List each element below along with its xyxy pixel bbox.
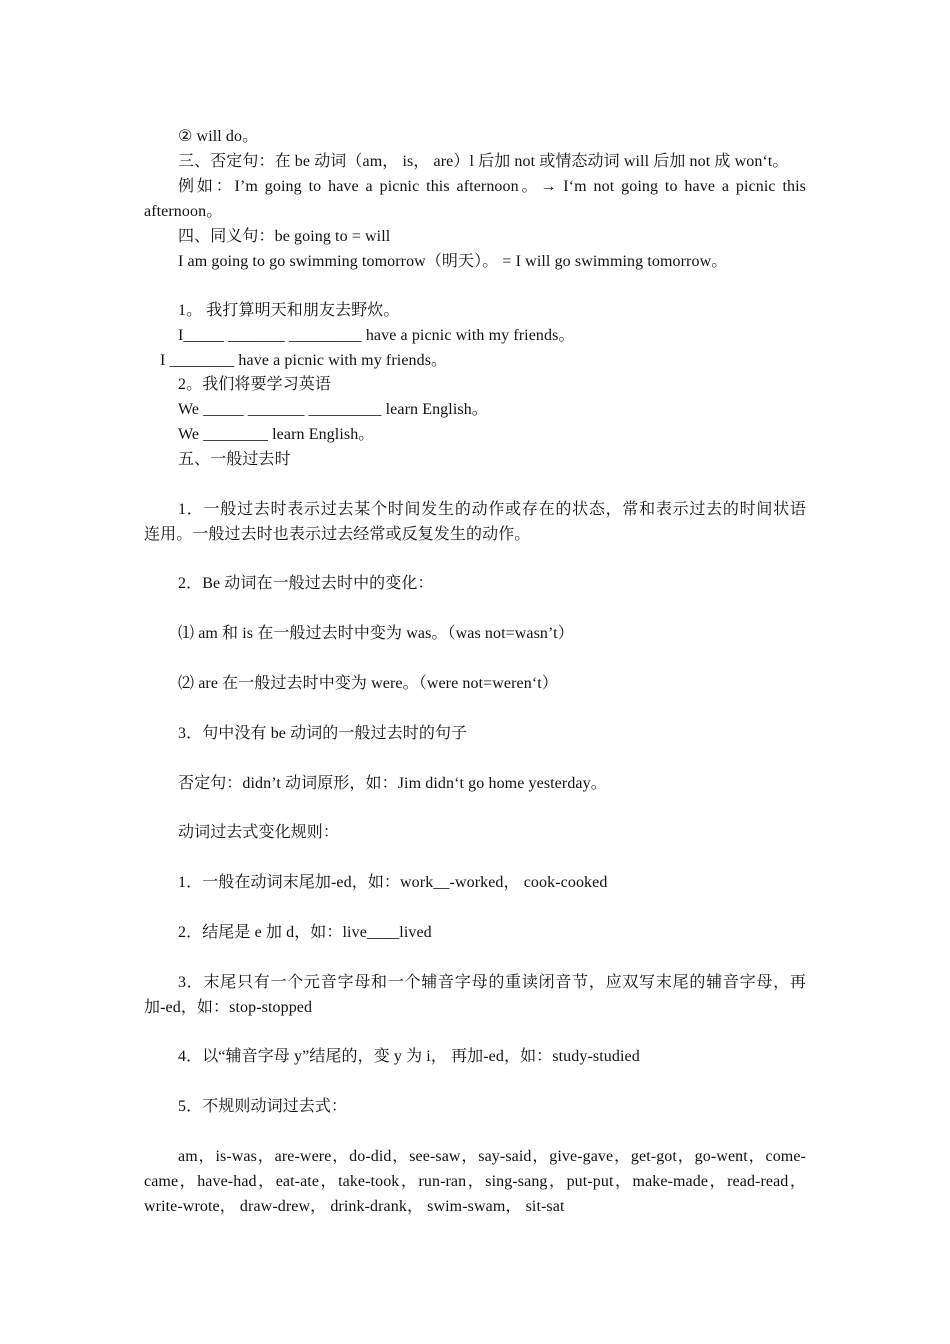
text-line: 1．一般在动词末尾加-ed，如：work__-worked， cook-cooked <box>178 874 608 891</box>
negative-sentence-heading: 三、否定句：在 be 动词（am， is， are）l 后加 not 或情态动词 will 后加 not 成 won‘t。 <box>178 153 789 170</box>
example-line: 例如：I’m going to have a picnic this afternoon。→ I‘m not going to have a picnic this <box>178 178 806 195</box>
text-line: 加-ed，如：stop-stopped <box>144 999 313 1016</box>
exercise-blank-line: I ________ have a picnic with my friends。 <box>160 352 448 369</box>
text-line: ⑴ am 和 is 在一般过去时中变为 was。（was not=wasn’t） <box>178 625 574 642</box>
text-line: 1．一般过去时表示过去某个时间发生的动作或存在的状态，常和表示过去的时间状语 <box>178 501 806 518</box>
text-line: I am going to go swimming tomorrow（明天）。 = I will go swimming tomorrow。 <box>178 253 728 270</box>
text-line: 3．末尾只有一个元音字母和一个辅音字母的重读闭音节，应双写末尾的辅音字母，再 <box>178 974 806 991</box>
text-line: 2．Be 动词在一般过去时中的变化： <box>178 575 434 592</box>
irregular-verbs-line: write-wrote， draw-drew， drink-drank， swim-swam， sit-sat <box>144 1198 565 1215</box>
exercise-blank-line: We ________ learn English。 <box>178 426 375 443</box>
text-line: afternoon。 <box>144 203 223 220</box>
text-line: 4．以“辅音字母 y”结尾的，变 y 为 i， 再加-ed，如：study-studied <box>178 1048 640 1065</box>
text-line: 连用。一般过去时也表示过去经常或反复发生的动作。 <box>144 526 531 543</box>
exercise-item: 2。我们将要学习英语 <box>178 376 332 393</box>
simple-past-heading: 五、一般过去时 <box>178 451 291 468</box>
irregular-verbs-line: am，is-was，are-were，do-did，see-saw，say-said，give-gave，get-got，go-went，come- <box>178 1148 806 1165</box>
text-line: 5．不规则动词过去式： <box>178 1098 348 1115</box>
text-line: 2．结尾是 e 加 d，如：live____lived <box>178 924 432 941</box>
verb-rules-heading: 动词过去式变化规则： <box>178 824 340 841</box>
synonym-sentence-heading: 四、同义句：be going to = will <box>178 228 391 245</box>
irregular-verbs-line: came，have-had，eat-ate，take-took，run-ran，sing-sang，put-put，make-made，read-read， <box>144 1173 806 1190</box>
exercise-blank-line: We _____ _______ _________ learn English。 <box>178 401 488 418</box>
text-line: ⑵ are 在一般过去时中变为 were。（were not=weren‘t） <box>178 675 558 692</box>
text-line: 否定句：didn’t 动词原形，如：Jim didn‘t go home yesterday。 <box>178 775 607 792</box>
text-line: ② will do。 <box>178 128 259 145</box>
text-line: 3．句中没有 be 动词的一般过去时的句子 <box>178 725 468 742</box>
exercise-item: 1。 我打算明天和朋友去野炊。 <box>178 302 400 319</box>
exercise-blank-line: I_____ _______ _________ have a picnic with my friends。 <box>178 327 575 344</box>
